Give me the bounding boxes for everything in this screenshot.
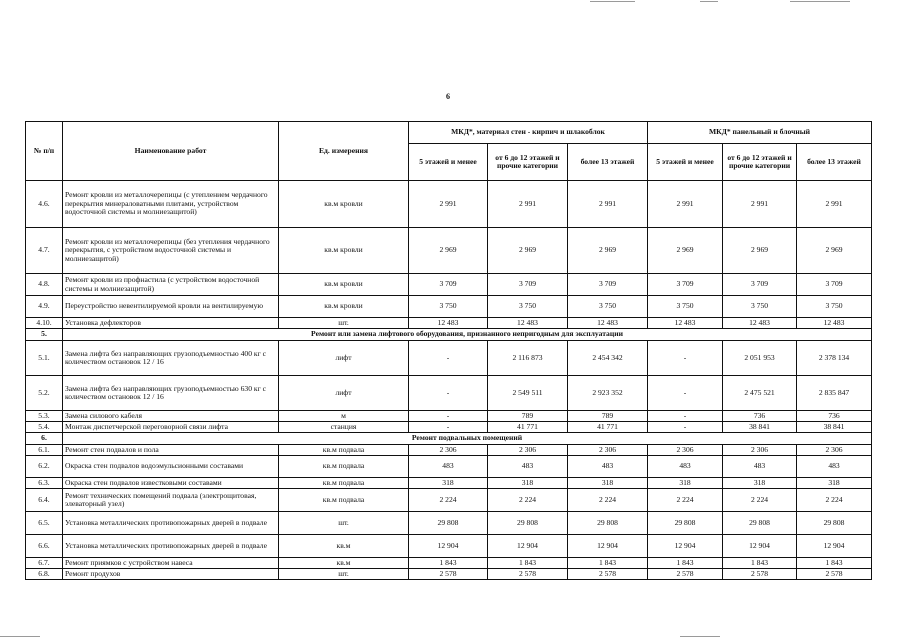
price-cell: 2 969 (488, 228, 568, 274)
table-row (26, 181, 872, 228)
price-cell: - (648, 422, 723, 433)
price-cell: 1 843 (797, 558, 872, 569)
unit-cell: лифт (279, 341, 409, 376)
price-cell: 2 224 (488, 489, 568, 512)
row-number: 4.6. (26, 181, 63, 228)
price-cell: 2 475 521 (723, 376, 797, 411)
price-cell: 318 (568, 478, 648, 489)
table-row (26, 422, 872, 433)
price-cell: 1 843 (648, 558, 723, 569)
price-cell: - (648, 411, 723, 422)
table-body (26, 181, 872, 580)
price-cell: 2 969 (797, 228, 872, 274)
price-cell: 2 306 (723, 445, 797, 456)
price-cell: 2 224 (723, 489, 797, 512)
work-name: Монтаж диспетчерской переговорной связи лифта (63, 422, 279, 433)
price-cell: 736 (797, 411, 872, 422)
subheader-13-floors: более 13 этажей (797, 144, 872, 181)
row-number: 4.9. (26, 296, 63, 318)
table-row (26, 228, 872, 274)
price-cell: 38 841 (723, 422, 797, 433)
table-row (26, 512, 872, 535)
price-cell: 2 991 (488, 181, 568, 228)
work-name: Ремонт кровли из профнастила (с устройством водосточной системы и молниезащитой) (63, 274, 279, 296)
price-cell: 38 841 (797, 422, 872, 433)
table-row (26, 558, 872, 569)
price-cell: 3 709 (723, 274, 797, 296)
price-cell: 2 378 134 (797, 341, 872, 376)
price-cell: 2 578 (488, 569, 568, 580)
table-row (26, 445, 872, 456)
price-cell: 2 224 (568, 489, 648, 512)
row-number: 6.2. (26, 456, 63, 478)
unit-cell: кв.м подвала (279, 489, 409, 512)
row-number: 4.10. (26, 318, 63, 329)
price-cell: 2 549 511 (488, 376, 568, 411)
group-header-panel: МКД* панельный и блочный (648, 122, 872, 144)
table-row (26, 535, 872, 558)
subheader-5-floors: 5 этажей и менее (648, 144, 723, 181)
row-number: 6.4. (26, 489, 63, 512)
table-row (26, 489, 872, 512)
price-cell: 3 750 (488, 296, 568, 318)
work-name: Переустройство невентилируемой кровли на вентилируемую (63, 296, 279, 318)
price-cell: 29 808 (723, 512, 797, 535)
price-cell: 12 483 (797, 318, 872, 329)
price-cell: 789 (488, 411, 568, 422)
rates-table (25, 121, 872, 580)
table-row (26, 341, 872, 376)
work-name: Ремонт кровли из металлочерепицы (без утепления чердачного перекрытия, с устройством водосточной системы и молниезащитой) (63, 228, 279, 274)
price-cell: 2 306 (488, 445, 568, 456)
work-name: Установка металлических противопожарных дверей в подвале (63, 512, 279, 535)
unit-cell: кв.м подвала (279, 445, 409, 456)
price-cell: 2 578 (797, 569, 872, 580)
price-cell: 29 808 (797, 512, 872, 535)
table-row (26, 569, 872, 580)
price-cell: 3 709 (568, 274, 648, 296)
scan-artifact (590, 1, 635, 2)
price-cell: 2 835 847 (797, 376, 872, 411)
unit-cell: м (279, 411, 409, 422)
price-cell: 2 969 (723, 228, 797, 274)
price-cell: 3 709 (488, 274, 568, 296)
table-row (26, 376, 872, 411)
work-name: Установка металлических противопожарных дверей в подвале (63, 535, 279, 558)
price-cell: 3 750 (723, 296, 797, 318)
price-cell: 29 808 (488, 512, 568, 535)
price-cell: 41 771 (568, 422, 648, 433)
price-cell: 736 (723, 411, 797, 422)
price-cell: 2 991 (568, 181, 648, 228)
price-cell: 483 (488, 456, 568, 478)
work-name: Окраска стен подвалов известковыми составами (63, 478, 279, 489)
section-row (26, 329, 872, 341)
price-cell: 2 306 (648, 445, 723, 456)
price-cell: 483 (648, 456, 723, 478)
price-cell: 2 991 (797, 181, 872, 228)
price-cell: 3 750 (409, 296, 488, 318)
price-cell: 2 306 (568, 445, 648, 456)
price-cell: 2 224 (797, 489, 872, 512)
price-cell: 318 (797, 478, 872, 489)
row-number: 6.5. (26, 512, 63, 535)
unit-cell: кв.м подвала (279, 478, 409, 489)
price-cell: 318 (488, 478, 568, 489)
price-cell: 41 771 (488, 422, 568, 433)
section-number: 5. (26, 329, 63, 341)
price-cell: 12 904 (723, 535, 797, 558)
price-cell: 2 923 352 (568, 376, 648, 411)
work-name: Ремонт технических помещений подвала (электрощитовая, элеваторный узел) (63, 489, 279, 512)
row-number: 5.4. (26, 422, 63, 433)
price-cell: 3 709 (648, 274, 723, 296)
section-title: Ремонт или замена лифтового оборудования, признанного непригодным для эксплуатации (63, 329, 872, 341)
table-row (26, 478, 872, 489)
price-cell: 12 483 (488, 318, 568, 329)
price-cell: 3 709 (797, 274, 872, 296)
row-number: 5.1. (26, 341, 63, 376)
scan-artifact (680, 636, 720, 637)
scan-artifact (790, 1, 850, 2)
price-cell: 483 (723, 456, 797, 478)
scan-artifact (700, 1, 718, 2)
work-name: Замена силового кабеля (63, 411, 279, 422)
unit-cell: кв.м подвала (279, 456, 409, 478)
price-cell: 2 454 342 (568, 341, 648, 376)
price-cell: - (409, 376, 488, 411)
price-cell: 12 904 (568, 535, 648, 558)
work-name: Ремонт стен подвалов и пола (63, 445, 279, 456)
section-row (26, 433, 872, 445)
price-cell: 2 991 (648, 181, 723, 228)
price-cell: 789 (568, 411, 648, 422)
price-cell: 318 (648, 478, 723, 489)
price-cell: 12 483 (648, 318, 723, 329)
price-cell: 3 750 (568, 296, 648, 318)
price-cell: 2 051 953 (723, 341, 797, 376)
work-name: Замена лифта без направляющих грузоподъемностью 630 кг с количеством остановок 12 / 16 (63, 376, 279, 411)
price-cell: 12 483 (568, 318, 648, 329)
subheader-5-floors: 5 этажей и менее (409, 144, 488, 181)
price-cell: - (409, 341, 488, 376)
work-name: Ремонт приямков с устройством навеса (63, 558, 279, 569)
price-cell: 483 (797, 456, 872, 478)
price-cell: 2 578 (568, 569, 648, 580)
unit-cell: кв.м (279, 558, 409, 569)
scan-artifact (0, 636, 40, 637)
price-cell: 2 306 (797, 445, 872, 456)
price-cell: 2 991 (723, 181, 797, 228)
price-cell: 3 750 (648, 296, 723, 318)
row-number: 5.2. (26, 376, 63, 411)
price-cell: - (648, 376, 723, 411)
row-number: 6.6. (26, 535, 63, 558)
price-cell: 12 904 (648, 535, 723, 558)
unit-cell: кв.м кровли (279, 228, 409, 274)
table-row (26, 274, 872, 296)
unit-cell: лифт (279, 376, 409, 411)
price-cell: - (409, 422, 488, 433)
price-cell: 2 224 (409, 489, 488, 512)
subheader-6-12-floors: от 6 до 12 этажей и прочие категории (488, 144, 568, 181)
table-row (26, 296, 872, 318)
price-cell: 1 843 (488, 558, 568, 569)
price-cell: 12 904 (797, 535, 872, 558)
price-cell: 12 904 (488, 535, 568, 558)
row-number: 6.3. (26, 478, 63, 489)
price-cell: 3 709 (409, 274, 488, 296)
unit-cell: шт. (279, 512, 409, 535)
group-header-brick: МКД*, материал стен - кирпич и шлакоблок (409, 122, 648, 144)
section-title: Ремонт подвальных помещений (63, 433, 872, 445)
price-cell: 3 750 (797, 296, 872, 318)
work-name: Окраска стен подвалов водоэмульсионными составами (63, 456, 279, 478)
unit-cell: кв.м кровли (279, 274, 409, 296)
page-number: 6 (446, 92, 450, 101)
col-header-unit: Ед. измерения (279, 122, 409, 181)
row-number: 4.8. (26, 274, 63, 296)
price-cell: - (409, 411, 488, 422)
unit-cell: кв.м (279, 535, 409, 558)
price-cell: 2 969 (568, 228, 648, 274)
table-row (26, 456, 872, 478)
price-cell: 1 843 (568, 558, 648, 569)
price-cell: 2 578 (648, 569, 723, 580)
work-name: Установка дефлекторов (63, 318, 279, 329)
price-cell: 318 (723, 478, 797, 489)
section-number: 6. (26, 433, 63, 445)
unit-cell: шт. (279, 569, 409, 580)
table-row (26, 411, 872, 422)
price-cell: 29 808 (409, 512, 488, 535)
row-number: 6.7. (26, 558, 63, 569)
price-cell: 29 808 (648, 512, 723, 535)
price-cell: 483 (409, 456, 488, 478)
price-cell: 2 578 (723, 569, 797, 580)
price-cell: 2 578 (409, 569, 488, 580)
unit-cell: кв.м кровли (279, 296, 409, 318)
row-number: 6.8. (26, 569, 63, 580)
row-number: 6.1. (26, 445, 63, 456)
price-cell: - (648, 341, 723, 376)
price-cell: 2 116 873 (488, 341, 568, 376)
price-cell: 2 224 (648, 489, 723, 512)
unit-cell: шт. (279, 318, 409, 329)
row-number: 4.7. (26, 228, 63, 274)
price-cell: 1 843 (723, 558, 797, 569)
price-cell: 12 904 (409, 535, 488, 558)
col-header-work-name: Наименование работ (63, 122, 279, 181)
price-cell: 2 969 (409, 228, 488, 274)
price-cell: 29 808 (568, 512, 648, 535)
price-cell: 2 969 (648, 228, 723, 274)
unit-cell: кв.м кровли (279, 181, 409, 228)
work-name: Ремонт кровли из металлочерепицы (с утеплением чердачного перекрытия минераловатными плитами, устройством водосточной системы и молниезащитой) (63, 181, 279, 228)
subheader-13-floors: более 13 этажей (568, 144, 648, 181)
price-cell: 2 306 (409, 445, 488, 456)
price-cell: 1 843 (409, 558, 488, 569)
col-header-number: № п/п (26, 122, 63, 181)
price-cell: 483 (568, 456, 648, 478)
subheader-6-12-floors: от 6 до 12 этажей и прочие категории (723, 144, 797, 181)
unit-cell: станция (279, 422, 409, 433)
price-cell: 12 483 (723, 318, 797, 329)
price-cell: 2 991 (409, 181, 488, 228)
row-number: 5.3. (26, 411, 63, 422)
work-name: Ремонт продухов (63, 569, 279, 580)
price-cell: 318 (409, 478, 488, 489)
work-name: Замена лифта без направляющих грузоподъемностью 400 кг с количеством остановок 12 / 16 (63, 341, 279, 376)
price-cell: 12 483 (409, 318, 488, 329)
table-row (26, 318, 872, 329)
header-row-1 (26, 122, 872, 144)
